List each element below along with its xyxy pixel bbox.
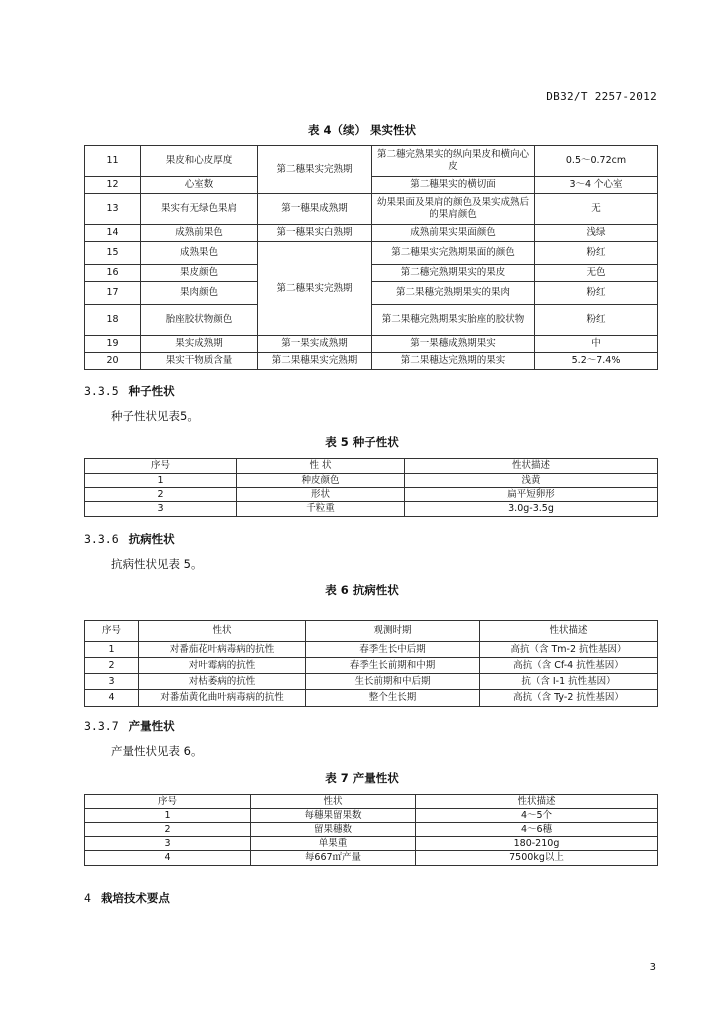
table-cell: 第二果穗达完熟期的果实 (372, 353, 535, 370)
table-cell: 第二穗果实完熟期 (258, 242, 372, 336)
table-cell: 高抗（含 Cf-4 抗性基因） (480, 658, 658, 674)
table-cell: 7500kg以上 (416, 851, 658, 866)
table7-caption: 表 7 产量性状 (325, 771, 399, 785)
table-cell: 16 (85, 265, 141, 282)
section-intro: 种子性状见表5。 (111, 409, 199, 423)
section-number: 4 (84, 891, 91, 905)
column-header: 序号 (85, 795, 251, 809)
section-heading-3-3-5 (84, 383, 175, 399)
section-intro: 抗病性状见表 5。 (111, 557, 203, 571)
table6-caption: 表 6 抗病性状 (325, 583, 399, 597)
table-cell: 成熟果色 (141, 242, 258, 265)
table-cell: 春季生长前期和中期 (306, 658, 480, 674)
table-row (85, 690, 658, 707)
table-cell: 粉红 (535, 242, 658, 265)
table-cell: 2 (85, 488, 237, 502)
table-cell: 形状 (237, 488, 405, 502)
table-row (85, 242, 658, 265)
table-cell: 第二穗果实的横切面 (372, 177, 535, 194)
table-cell: 3～4 个心室 (535, 177, 658, 194)
table-row (85, 305, 658, 336)
section-number: 3.3.7 (84, 719, 119, 733)
table-cell: 1 (85, 642, 139, 658)
section-number: 3.3.5 (84, 384, 119, 398)
table-cell: 3 (85, 837, 251, 851)
table-cell: 果实干物质含量 (141, 353, 258, 370)
table-cell: 第二穗果实完熟期 (258, 146, 372, 194)
table-row (85, 809, 658, 823)
table-cell: 4～5个 (416, 809, 658, 823)
table-cell: 第一穗果实白熟期 (258, 225, 372, 242)
table-row (85, 474, 658, 488)
column-header: 性状描述 (405, 459, 658, 474)
table-cell: 4 (85, 690, 139, 707)
table-row (85, 177, 658, 194)
column-header: 性状 (251, 795, 416, 809)
table-cell: 成熟前果色 (141, 225, 258, 242)
table-cell: 幼果果面及果肩的颜色及果实成熟后的果肩颜色 (372, 194, 535, 225)
table-cell: 第二穗完熟期果实的果皮 (372, 265, 535, 282)
table-cell: 每667㎡产量 (251, 851, 416, 866)
table-cell: 粉红 (535, 305, 658, 336)
table-cell: 心室数 (141, 177, 258, 194)
table-cell: 无 (535, 194, 658, 225)
column-header: 性 状 (237, 459, 405, 474)
column-header: 序号 (85, 621, 139, 642)
table-cell: 抗（含 I-1 抗性基因） (480, 674, 658, 690)
table7-yield-traits (84, 794, 658, 866)
table-row (85, 194, 658, 225)
table-cell: 20 (85, 353, 141, 370)
table-cell: 对枯萎病的抗性 (139, 674, 306, 690)
table-row (85, 282, 658, 305)
section-title: 种子性状 (128, 384, 175, 398)
table6-disease-resistance (84, 620, 658, 707)
table4-caption: 表 4（续） 果实性状 (307, 123, 416, 137)
table-cell: 无色 (535, 265, 658, 282)
table-cell: 18 (85, 305, 141, 336)
table-cell: 13 (85, 194, 141, 225)
table-cell: 17 (85, 282, 141, 305)
section-title: 抗病性状 (128, 532, 175, 546)
table-row (85, 658, 658, 674)
table4-fruit-traits (84, 145, 658, 370)
column-header: 性状描述 (480, 621, 658, 642)
table-cell: 0.5～0.72cm (535, 146, 658, 177)
page-number: 3 (649, 962, 656, 973)
table-cell: 春季生长中后期 (306, 642, 480, 658)
table-cell: 3 (85, 674, 139, 690)
table-row (85, 225, 658, 242)
table-cell: 19 (85, 336, 141, 353)
table-row (85, 502, 658, 517)
table-cell: 1 (85, 474, 237, 488)
table-cell: 2 (85, 823, 251, 837)
table-cell: 胎座胶状物颜色 (141, 305, 258, 336)
table-cell: 中 (535, 336, 658, 353)
table-cell: 整个生长期 (306, 690, 480, 707)
table-cell: 12 (85, 177, 141, 194)
table-cell: 第二果穗果实完熟期 (258, 353, 372, 370)
table-cell: 浅黄 (405, 474, 658, 488)
table-cell: 15 (85, 242, 141, 265)
section-intro: 产量性状见表 6。 (111, 744, 203, 758)
table-cell: 第二果穗完熟期果实胎座的胶状物 (372, 305, 535, 336)
table-cell: 粉红 (535, 282, 658, 305)
table-cell: 单果重 (251, 837, 416, 851)
section-title: 产量性状 (128, 719, 175, 733)
table-header-row (85, 795, 658, 809)
table-cell: 对叶霉病的抗性 (139, 658, 306, 674)
table-header-row (85, 459, 658, 474)
table-cell: 千粒重 (237, 502, 405, 517)
section-heading-3-3-6 (84, 531, 175, 547)
table-cell: 4 (85, 851, 251, 866)
table-cell: 每穗果留果数 (251, 809, 416, 823)
table-cell: 第二穗果实完熟期果面的颜色 (372, 242, 535, 265)
section-title: 栽培技术要点 (100, 891, 170, 905)
column-header: 序号 (85, 459, 237, 474)
table-row (85, 265, 658, 282)
table-cell: 14 (85, 225, 141, 242)
table-cell: 第一果实成熟期 (258, 336, 372, 353)
table-row (85, 146, 658, 177)
section-heading-3-3-7 (84, 718, 175, 734)
column-header: 观测时期 (306, 621, 480, 642)
table-cell: 5.2～7.4% (535, 353, 658, 370)
table-cell: 高抗（含 Ty-2 抗性基因） (480, 690, 658, 707)
table-cell: 果实有无绿色果肩 (141, 194, 258, 225)
table-row (85, 336, 658, 353)
table-cell: 第一果穗成熟期果实 (372, 336, 535, 353)
table-row (85, 353, 658, 370)
table-cell: 4～6穗 (416, 823, 658, 837)
table-cell: 3 (85, 502, 237, 517)
table-cell: 第二穗完熟果实的纵向果皮和横向心皮 (372, 146, 535, 177)
table-cell: 3.0g-3.5g (405, 502, 658, 517)
table-cell: 留果穗数 (251, 823, 416, 837)
table-cell: 果皮颜色 (141, 265, 258, 282)
table5-seed-traits (84, 458, 658, 517)
table-cell: 果肉颜色 (141, 282, 258, 305)
table-cell: 浅绿 (535, 225, 658, 242)
table-cell: 11 (85, 146, 141, 177)
table-header-row (85, 621, 658, 642)
table5-caption: 表 5 种子性状 (325, 435, 399, 449)
table-row (85, 488, 658, 502)
table-cell: 2 (85, 658, 139, 674)
column-header: 性状描述 (416, 795, 658, 809)
table-cell: 第二果穗完熟期果实的果肉 (372, 282, 535, 305)
table-row (85, 642, 658, 658)
table-cell: 种皮颜色 (237, 474, 405, 488)
table-cell: 生长前期和中后期 (306, 674, 480, 690)
column-header: 性状 (139, 621, 306, 642)
table-cell: 对番茄花叶病毒病的抗性 (139, 642, 306, 658)
table-row (85, 674, 658, 690)
table-cell: 180-210g (416, 837, 658, 851)
table-cell: 成熟前果实果面颜色 (372, 225, 535, 242)
table-cell: 对番茄黄化曲叶病毒病的抗性 (139, 690, 306, 707)
table-cell: 果皮和心皮厚度 (141, 146, 258, 177)
table-row (85, 851, 658, 866)
table-row (85, 837, 658, 851)
table-cell: 果实成熟期 (141, 336, 258, 353)
table-cell: 扁平短卵形 (405, 488, 658, 502)
standard-code: DB32/T 2257-2012 (546, 90, 657, 103)
table-cell: 高抗（含 Tm-2 抗性基因） (480, 642, 658, 658)
table-row (85, 823, 658, 837)
table-cell: 1 (85, 809, 251, 823)
section-number: 3.3.6 (84, 532, 119, 546)
table-cell: 第一穗果成熟期 (258, 194, 372, 225)
section-heading-4 (84, 890, 170, 906)
